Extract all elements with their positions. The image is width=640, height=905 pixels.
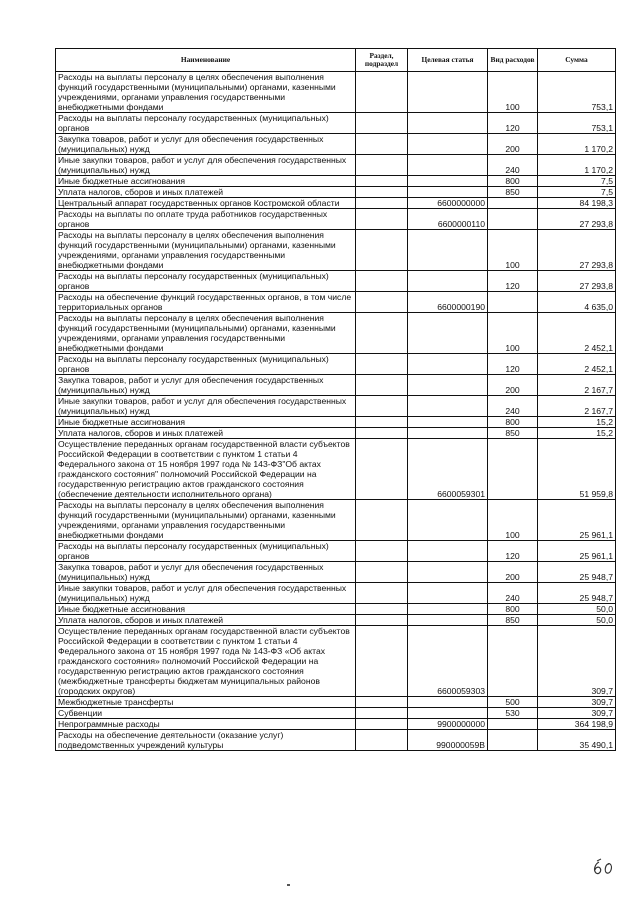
cell-section [356,198,408,209]
cell-sum: 753,1 [538,113,616,134]
cell-expense-type [488,626,538,697]
cell-name: Закупка товаров, работ и услуг для обеспечения государственных (муниципальных) нужд [56,375,356,396]
table-row [56,541,616,562]
cell-sum: 2 452,1 [538,354,616,375]
cell-name: Расходы на выплаты персоналу государственных (муниципальных) органов [56,541,356,562]
cell-expense-type: 200 [488,562,538,583]
cell-sum: 84 198,3 [538,198,616,209]
table-row [56,209,616,230]
cell-target-article [408,155,488,176]
cell-name: Иные закупки товаров, работ и услуг для обеспечения государственных (муниципальных) нужд [56,155,356,176]
cell-section [356,134,408,155]
table-row [56,292,616,313]
table-row [56,313,616,354]
cell-sum: 50,0 [538,615,616,626]
cell-section [356,396,408,417]
cell-sum: 15,2 [538,428,616,439]
cell-sum: 50,0 [538,604,616,615]
table-row [56,271,616,292]
cell-target-article [408,562,488,583]
cell-target-article [408,583,488,604]
cell-name: Иные закупки товаров, работ и услуг для обеспечения государственных (муниципальных) нужд [56,396,356,417]
table-row [56,428,616,439]
cell-target-article [408,708,488,719]
table-row [56,230,616,271]
budget-table [55,48,616,751]
cell-section [356,155,408,176]
cell-expense-type [488,439,538,500]
cell-sum: 51 959,8 [538,439,616,500]
cell-target-article: 6600059303 [408,626,488,697]
cell-section [356,375,408,396]
cell-target-article [408,500,488,541]
scan-speck [287,884,290,886]
cell-section [356,439,408,500]
table-row [56,719,616,730]
cell-section [356,354,408,375]
table-row [56,134,616,155]
cell-expense-type: 850 [488,428,538,439]
cell-expense-type [488,292,538,313]
cell-sum: 1 170,2 [538,155,616,176]
cell-name: Расходы на выплаты персоналу в целях обеспечения выполнения функций государственными (муниципальными) органами, казенными учреждениями, органами управления государственными внебюджетными фондами [56,230,356,271]
cell-target-article [408,604,488,615]
cell-target-article: 6600059301 [408,439,488,500]
cell-expense-type: 800 [488,176,538,187]
cell-sum: 2 167,7 [538,375,616,396]
cell-expense-type: 500 [488,697,538,708]
cell-target-article: 990000059В [408,730,488,751]
cell-target-article [408,176,488,187]
cell-section [356,604,408,615]
cell-expense-type: 530 [488,708,538,719]
cell-target-article: 6600000190 [408,292,488,313]
cell-name: Расходы на выплаты по оплате труда работников государственных органов [56,209,356,230]
cell-name: Осуществление переданных органам государственной власти субъектов Российской Федерации в соответствии с пунктом 1 статьи 4 Федерального закона от 15 ноября 1997 года № 143-ФЗ «Об актах гражданского состояния» полномочий Российской Федерации на государственную регистрацию актов гражданского состояния (межбюджетные трансферты бюджетам муниципальных районов (городских округов) [56,626,356,697]
cell-section [356,562,408,583]
cell-target-article: 9900000000 [408,719,488,730]
cell-target-article [408,615,488,626]
cell-sum: 25 948,7 [538,562,616,583]
cell-expense-type: 800 [488,604,538,615]
cell-sum: 1 170,2 [538,134,616,155]
header-target-article: Целевая статья [408,49,488,72]
cell-target-article: 6600000110 [408,209,488,230]
cell-name: Иные закупки товаров, работ и услуг для обеспечения государственных (муниципальных) нужд [56,583,356,604]
cell-sum: 25 961,1 [538,541,616,562]
table-row [56,708,616,719]
cell-target-article [408,187,488,198]
cell-target-article [408,230,488,271]
cell-section [356,313,408,354]
cell-section [356,271,408,292]
cell-section [356,583,408,604]
cell-name: Уплата налогов, сборов и иных платежей [56,428,356,439]
table-row [56,626,616,697]
cell-section [356,176,408,187]
cell-expense-type: 240 [488,155,538,176]
table-row [56,562,616,583]
table-row [56,198,616,209]
cell-section [356,719,408,730]
cell-section [356,708,408,719]
header-sum: Сумма [538,49,616,72]
cell-section [356,615,408,626]
cell-sum: 25 961,1 [538,500,616,541]
cell-name: Уплата налогов, сборов и иных платежей [56,187,356,198]
cell-target-article [408,428,488,439]
cell-name: Межбюджетные трансферты [56,697,356,708]
cell-name: Закупка товаров, работ и услуг для обеспечения государственных (муниципальных) нужд [56,562,356,583]
cell-expense-type: 850 [488,615,538,626]
cell-sum: 35 490,1 [538,730,616,751]
cell-name: Расходы на обеспечение функций государственных органов, в том числе территориальных органов [56,292,356,313]
cell-name: Центральный аппарат государственных органов Костромской области [56,198,356,209]
cell-target-article [408,697,488,708]
header-name: Наименование [56,49,356,72]
cell-name: Расходы на выплаты персоналу в целях обеспечения выполнения функций государственными (муниципальными) органами, казенными учреждениями, органами управления государственными внебюджетными фондами [56,500,356,541]
handwritten-page-number [592,858,618,876]
cell-expense-type: 200 [488,134,538,155]
cell-section [356,697,408,708]
cell-name: Расходы на выплаты персоналу государственных (муниципальных) органов [56,113,356,134]
cell-sum: 4 635,0 [538,292,616,313]
table-row [56,697,616,708]
cell-section [356,417,408,428]
cell-target-article [408,396,488,417]
cell-target-article [408,113,488,134]
table-row [56,176,616,187]
cell-target-article: 6600000000 [408,198,488,209]
cell-expense-type: 240 [488,583,538,604]
cell-name: Расходы на выплаты персоналу в целях обеспечения выполнения функций государственными (муниципальными) органами, казенными учреждениями, органами управления государственными внебюджетными фондами [56,72,356,113]
cell-name: Расходы на выплаты персоналу в целях обеспечения выполнения функций государственными (муниципальными) органами, казенными учреждениями, органами управления государственными внебюджетными фондами [56,313,356,354]
table-row [56,500,616,541]
cell-expense-type: 100 [488,500,538,541]
cell-expense-type: 120 [488,541,538,562]
cell-sum: 15,2 [538,417,616,428]
table-row [56,113,616,134]
cell-sum: 2 452,1 [538,313,616,354]
cell-expense-type: 100 [488,72,538,113]
cell-target-article [408,417,488,428]
cell-name: Закупка товаров, работ и услуг для обеспечения государственных (муниципальных) нужд [56,134,356,155]
cell-sum: 309,7 [538,697,616,708]
cell-expense-type: 120 [488,354,538,375]
cell-sum: 25 948,7 [538,583,616,604]
cell-name: Иные бюджетные ассигнования [56,604,356,615]
cell-sum: 364 198,9 [538,719,616,730]
table-row [56,604,616,615]
cell-expense-type: 100 [488,313,538,354]
cell-expense-type: 100 [488,230,538,271]
cell-sum: 7,5 [538,187,616,198]
cell-target-article [408,271,488,292]
cell-expense-type: 120 [488,113,538,134]
cell-section [356,541,408,562]
cell-name: Иные бюджетные ассигнования [56,176,356,187]
cell-name: Расходы на выплаты персоналу государственных (муниципальных) органов [56,354,356,375]
cell-sum: 309,7 [538,626,616,697]
table-row [56,72,616,113]
cell-expense-type [488,730,538,751]
header-section: Раздел, подраздел [356,49,408,72]
cell-expense-type [488,209,538,230]
table-row [56,187,616,198]
cell-section [356,626,408,697]
cell-name: Иные бюджетные ассигнования [56,417,356,428]
cell-name: Непрограммные расходы [56,719,356,730]
cell-section [356,72,408,113]
cell-section [356,113,408,134]
cell-expense-type: 240 [488,396,538,417]
cell-sum: 27 293,8 [538,209,616,230]
table-row [56,354,616,375]
cell-sum: 7,5 [538,176,616,187]
table-row [56,730,616,751]
cell-sum: 27 293,8 [538,230,616,271]
cell-section [356,187,408,198]
cell-section [356,500,408,541]
cell-expense-type: 800 [488,417,538,428]
cell-section [356,292,408,313]
cell-target-article [408,541,488,562]
cell-target-article [408,134,488,155]
cell-section [356,230,408,271]
table-row [56,375,616,396]
cell-section [356,730,408,751]
cell-name: Уплата налогов, сборов и иных платежей [56,615,356,626]
cell-expense-type [488,719,538,730]
table-row [56,583,616,604]
cell-name: Расходы на обеспечение деятельности (оказание услуг) подведомственных учреждений культуры [56,730,356,751]
cell-target-article [408,72,488,113]
cell-expense-type: 850 [488,187,538,198]
cell-section [356,209,408,230]
cell-section [356,428,408,439]
cell-target-article [408,375,488,396]
cell-sum: 2 167,7 [538,396,616,417]
cell-expense-type: 200 [488,375,538,396]
cell-sum: 27 293,8 [538,271,616,292]
table-row [56,439,616,500]
cell-name: Расходы на выплаты персоналу государственных (муниципальных) органов [56,271,356,292]
table-row [56,396,616,417]
cell-expense-type: 120 [488,271,538,292]
cell-target-article [408,354,488,375]
cell-sum: 309,7 [538,708,616,719]
table-body [56,72,616,751]
cell-sum: 753,1 [538,72,616,113]
table-row [56,615,616,626]
header-expense-type: Вид расходов [488,49,538,72]
cell-expense-type [488,198,538,209]
cell-name: Субвенции [56,708,356,719]
table-row [56,417,616,428]
table-row [56,155,616,176]
cell-name: Осуществление переданных органам государственной власти субъектов Российской Федерации в соответствии с пунктом 1 статьи 4 Федерального закона от 15 ноября 1997 года № 143-ФЗ"Об актах гражданского состояния" полномочий Российской Федерации на государственную регистрацию актов гражданского состояния (обеспечение деятельности исполнительного органа) [56,439,356,500]
cell-target-article [408,313,488,354]
table-header-row [56,49,616,72]
